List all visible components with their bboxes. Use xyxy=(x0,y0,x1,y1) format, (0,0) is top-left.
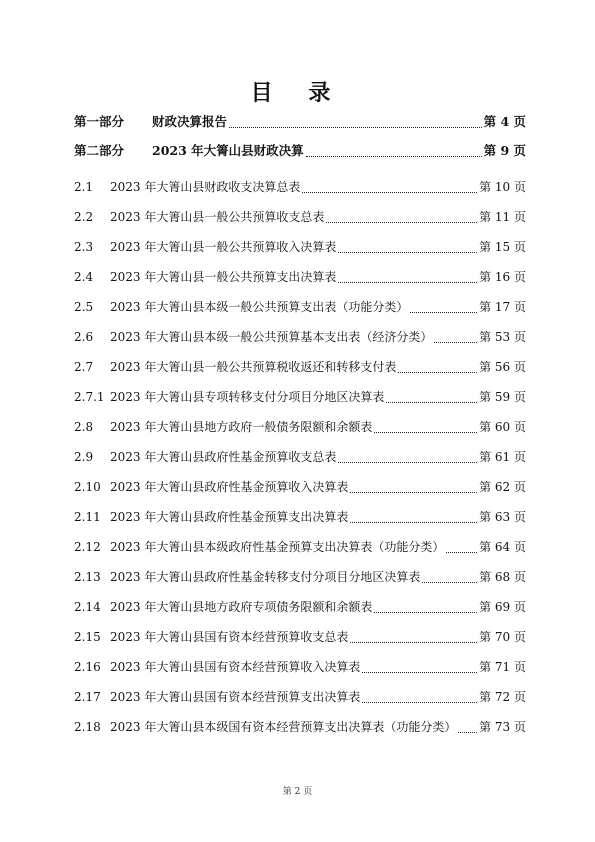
toc-entry-number: 2.11 xyxy=(74,510,101,524)
toc-entry-title: 2023 年大箐山县一般公共预算支出决算表 xyxy=(110,270,337,284)
toc-dot-leader xyxy=(362,671,477,673)
toc-entry-page: 第 61 页 xyxy=(479,450,526,464)
toc-entry-number: 2.15 xyxy=(74,630,101,644)
toc-dot-leader xyxy=(326,221,477,223)
toc-dot-leader xyxy=(422,581,477,583)
toc-entry-number: 第二部分 xyxy=(74,143,125,158)
toc-entry-number: 2.17 xyxy=(74,690,101,704)
toc-entry-title: 2023 年大箐山县专项转移支付分项目分地区决算表 xyxy=(110,390,385,404)
toc-entry[interactable] xyxy=(74,262,526,292)
toc-entry[interactable] xyxy=(74,502,526,532)
toc-entry[interactable] xyxy=(74,652,526,682)
toc-entry[interactable] xyxy=(74,382,526,412)
toc-dot-leader xyxy=(350,491,477,493)
toc-entry-title: 2023 年大箐山县政府性基金预算收入决算表 xyxy=(110,480,349,494)
toc-dot-leader xyxy=(458,731,477,733)
toc-entry[interactable] xyxy=(74,472,526,502)
toc-entry-title: 2023 年大箐山县财政收支决算总表 xyxy=(110,180,301,194)
toc-entry-page: 第 4 页 xyxy=(483,114,526,129)
toc-dot-leader xyxy=(398,371,477,373)
toc-entry[interactable] xyxy=(74,682,526,712)
toc-entry-page: 第 17 页 xyxy=(479,300,526,314)
toc-entry[interactable] xyxy=(74,442,526,472)
toc-entry-number: 2.13 xyxy=(74,570,101,584)
toc-dot-leader xyxy=(374,611,477,613)
toc-entry-number: 2.1 xyxy=(74,180,94,194)
table-of-contents xyxy=(74,107,526,742)
toc-entry[interactable] xyxy=(74,412,526,442)
toc-entry-page: 第 10 页 xyxy=(479,180,526,194)
toc-dot-leader xyxy=(229,126,482,128)
toc-entry-number: 2.2 xyxy=(74,210,94,224)
toc-dot-leader xyxy=(362,701,477,703)
toc-entry-number: 2.14 xyxy=(74,600,101,614)
toc-entry-number: 2.4 xyxy=(74,270,94,284)
toc-entry[interactable] xyxy=(74,232,526,262)
toc-entry-page: 第 73 页 xyxy=(479,720,526,734)
toc-entry[interactable] xyxy=(74,292,526,322)
toc-entry-page: 第 15 页 xyxy=(479,240,526,254)
toc-entry[interactable] xyxy=(74,532,526,562)
toc-entry-page: 第 11 页 xyxy=(479,210,526,224)
toc-dot-leader xyxy=(386,401,477,403)
toc-entry-title: 2023 年大箐山县一般公共预算收入决算表 xyxy=(110,240,337,254)
toc-entry-number: 2.18 xyxy=(74,720,101,734)
toc-entry[interactable] xyxy=(74,562,526,592)
toc-entry-number: 2.9 xyxy=(74,450,94,464)
toc-entry-title: 2023 年大箐山县政府性基金转移支付分项目分地区决算表 xyxy=(110,570,421,584)
toc-entry-number: 2.5 xyxy=(74,300,94,314)
toc-entry-page: 第 64 页 xyxy=(479,540,526,554)
toc-entry-title: 2023 年大箐山县国有资本经营预算收支总表 xyxy=(110,630,349,644)
toc-entry[interactable] xyxy=(74,352,526,382)
toc-entry-page: 第 62 页 xyxy=(479,480,526,494)
toc-dot-leader xyxy=(374,431,477,433)
toc-entry[interactable] xyxy=(74,202,526,232)
toc-entry-title: 财政决算报告 xyxy=(152,114,228,129)
toc-entry-page: 第 60 页 xyxy=(479,420,526,434)
toc-entry-number: 2.16 xyxy=(74,660,101,674)
toc-entry-page: 第 53 页 xyxy=(479,330,526,344)
toc-dot-leader xyxy=(350,521,477,523)
toc-entry[interactable] xyxy=(74,322,526,352)
toc-entry-number: 第一部分 xyxy=(74,114,125,129)
toc-dot-leader xyxy=(446,551,477,553)
toc-dot-leader xyxy=(350,641,477,643)
toc-entry-page: 第 69 页 xyxy=(479,600,526,614)
toc-entry-title: 2023 年大箐山县一般公共预算收支总表 xyxy=(110,210,325,224)
toc-entry[interactable] xyxy=(74,712,526,742)
toc-entry-title: 2023 年大箐山县本级国有资本经营预算支出决算表（功能分类） xyxy=(110,720,457,734)
toc-entry[interactable] xyxy=(74,592,526,622)
toc-entry-title: 2023 年大箐山县国有资本经营预算支出决算表 xyxy=(110,690,361,704)
toc-part-entry[interactable] xyxy=(74,107,526,136)
toc-entry-title: 2023 年大箐山县本级一般公共预算支出表（功能分类） xyxy=(110,300,409,314)
toc-entry[interactable] xyxy=(74,172,526,202)
toc-entry-page: 第 71 页 xyxy=(479,660,526,674)
toc-part-entry[interactable] xyxy=(74,136,526,165)
toc-entry-title: 2023 年大箐山县财政决算 xyxy=(152,143,304,158)
toc-entry-title: 2023 年大箐山县本级一般公共预算基本支出表（经济分类） xyxy=(110,330,433,344)
toc-entry-title: 2023 年大箐山县本级政府性基金预算支出决算表（功能分类） xyxy=(110,540,445,554)
page-title: 目 录 xyxy=(250,80,345,106)
toc-dot-leader xyxy=(338,281,477,283)
toc-dot-leader xyxy=(338,461,477,463)
toc-entry-number: 2.10 xyxy=(74,480,101,494)
toc-entry-title: 2023 年大箐山县政府性基金预算收支总表 xyxy=(110,450,337,464)
toc-dot-leader xyxy=(434,341,477,343)
toc-entry-title: 2023 年大箐山县一般公共预算税收返还和转移支付表 xyxy=(110,360,397,374)
toc-entry-page: 第 72 页 xyxy=(479,690,526,704)
toc-entry-page: 第 63 页 xyxy=(479,510,526,524)
toc-entry-title: 2023 年大箐山县国有资本经营预算收入决算表 xyxy=(110,660,361,674)
toc-entry-number: 2.6 xyxy=(74,330,94,344)
toc-entry-title: 2023 年大箐山县地方政府专项债务限额和余额表 xyxy=(110,600,373,614)
toc-entry-number: 2.3 xyxy=(74,240,94,254)
toc-dot-leader xyxy=(338,251,477,253)
toc-entry-page: 第 16 页 xyxy=(479,270,526,284)
toc-entry-page: 第 59 页 xyxy=(479,390,526,404)
toc-dot-leader xyxy=(306,155,482,157)
toc-entry-number: 2.8 xyxy=(74,420,94,434)
toc-entry-page: 第 70 页 xyxy=(479,630,526,644)
toc-entry-number: 2.7 xyxy=(74,360,94,374)
toc-entry-page: 第 56 页 xyxy=(479,360,526,374)
toc-entry[interactable] xyxy=(74,622,526,652)
toc-entry-page: 第 68 页 xyxy=(479,570,526,584)
toc-entry-title: 2023 年大箐山县地方政府一般债务限额和余额表 xyxy=(110,420,373,434)
page-number-footer: 第 2 页 xyxy=(282,787,313,797)
toc-entry-number: 2.12 xyxy=(74,540,101,554)
toc-dot-leader xyxy=(410,311,477,313)
toc-dot-leader xyxy=(302,191,477,193)
toc-entry-number: 2.7.1 xyxy=(74,390,105,404)
toc-entry-page: 第 9 页 xyxy=(483,143,526,158)
toc-entry-title: 2023 年大箐山县政府性基金预算支出决算表 xyxy=(110,510,349,524)
